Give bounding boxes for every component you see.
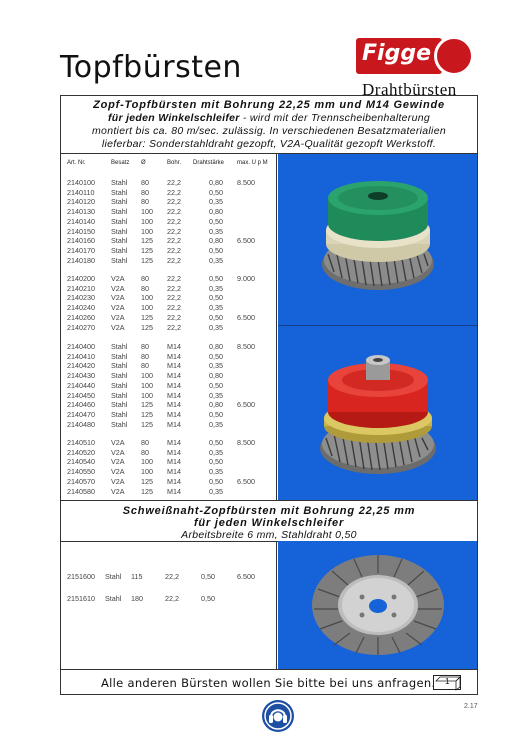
cell-drahtstaerke: 0,50	[209, 438, 223, 447]
cell-drahtstaerke: 0,35	[209, 283, 223, 293]
cell-drahtstaerke: 0,35	[209, 419, 223, 429]
cell-diameter: 125	[141, 419, 153, 429]
cell-diameter: 115	[131, 572, 143, 581]
section2-subtitle: für jeden Winkelschleifer	[193, 517, 345, 529]
cell-drahtstaerke: 0,50	[201, 572, 215, 581]
cell-art-nr: 2140160	[67, 236, 95, 246]
weld-brush-table	[61, 542, 277, 669]
col-diam: Ø	[141, 160, 146, 166]
table-row	[61, 391, 277, 401]
cell-besatz: Stahl	[111, 187, 128, 197]
cell-besatz: V2A	[111, 303, 125, 313]
cell-bohrung: M14	[167, 457, 181, 467]
table-row	[61, 313, 277, 323]
cell-drahtstaerke: 0,35	[209, 322, 223, 332]
section2-header	[61, 500, 477, 542]
cell-besatz: V2A	[111, 467, 125, 477]
cell-diameter: 100	[141, 216, 153, 226]
cell-art-nr: 2140550	[67, 467, 95, 477]
cell-bohrung: M14	[167, 409, 181, 419]
cell-besatz: Stahl	[105, 572, 122, 581]
ear-protection-icon	[262, 700, 294, 732]
cell-drahtstaerke: 0,50	[209, 216, 223, 226]
cell-besatz: V2A	[111, 457, 125, 467]
cell-art-nr: 2140400	[67, 342, 95, 351]
cell-art-nr: 2140520	[67, 447, 95, 457]
cell-bohrung: 22,2	[167, 255, 181, 265]
cell-max-upm: 6.500	[237, 572, 255, 581]
table-row	[61, 293, 277, 303]
cell-art-nr: 2140480	[67, 419, 95, 429]
table-row	[61, 227, 277, 237]
cell-bohrung: 22,2	[167, 322, 181, 332]
cell-diameter: 80	[141, 197, 149, 207]
cell-drahtstaerke: 0,50	[209, 409, 223, 419]
cell-bohrung: 22,2	[167, 178, 181, 187]
cell-drahtstaerke: 0,50	[209, 380, 223, 390]
cell-diameter: 80	[141, 342, 149, 351]
table-row	[61, 352, 277, 362]
cell-diameter: 100	[141, 467, 153, 477]
cell-diameter: 125	[141, 255, 153, 265]
photo-wheel-brush	[278, 541, 477, 669]
cell-diameter: 100	[141, 207, 153, 217]
table-row	[61, 342, 277, 352]
cell-drahtstaerke: 0,80	[209, 400, 223, 410]
col-art: Art. Nr.	[67, 160, 86, 166]
cell-bohrung: 22,2	[167, 207, 181, 217]
cell-drahtstaerke: 0,80	[209, 178, 223, 187]
cell-bohrung: M14	[167, 351, 181, 361]
col-besatz: Besatz	[111, 160, 130, 166]
cell-drahtstaerke: 0,50	[201, 594, 215, 603]
cell-besatz: V2A	[111, 274, 125, 283]
cell-art-nr: 2151600	[67, 572, 95, 581]
cell-diameter: 80	[141, 283, 149, 293]
cell-bohrung: 22,2	[167, 274, 181, 283]
cell-drahtstaerke: 0,35	[209, 197, 223, 207]
table-row	[61, 246, 277, 256]
table-row	[61, 448, 277, 458]
cell-diameter: 100	[141, 380, 153, 390]
cell-besatz: V2A	[111, 293, 125, 303]
cell-drahtstaerke: 0,80	[209, 207, 223, 217]
cell-diameter: 100	[141, 303, 153, 313]
cell-bohrung: 22,2	[167, 226, 181, 236]
figge-logo	[356, 36, 476, 76]
cell-art-nr: 2140580	[67, 486, 95, 496]
cell-besatz: V2A	[111, 312, 125, 322]
table-row	[61, 303, 277, 313]
package-box-icon	[433, 675, 461, 690]
cell-bohrung: M14	[167, 476, 181, 486]
cell-bohrung: 22,2	[167, 293, 181, 303]
cell-besatz: V2A	[111, 438, 125, 447]
cell-drahtstaerke: 0,50	[209, 245, 223, 255]
cell-bohrung: 22,2	[167, 245, 181, 255]
cell-art-nr: 2140470	[67, 409, 95, 419]
table-row	[61, 594, 277, 604]
table-row	[61, 207, 277, 217]
cell-max-upm: 6.500	[237, 476, 255, 486]
table-row	[61, 323, 277, 333]
cell-art-nr: 2140270	[67, 322, 95, 332]
cell-max-upm: 6.500	[237, 400, 255, 410]
table-row	[61, 284, 277, 294]
cell-besatz: V2A	[111, 486, 125, 496]
cell-besatz: Stahl	[111, 236, 128, 246]
cell-bohrung: M14	[167, 342, 181, 351]
cell-drahtstaerke: 0,50	[209, 293, 223, 303]
cell-besatz: Stahl	[111, 207, 128, 217]
cell-diameter: 180	[131, 594, 143, 603]
table-row	[61, 371, 277, 381]
cell-besatz: Stahl	[111, 380, 128, 390]
cell-art-nr: 2140540	[67, 457, 95, 467]
cell-art-nr: 2140230	[67, 293, 95, 303]
package-quantity: 1	[445, 677, 450, 686]
cell-diameter: 125	[141, 486, 153, 496]
cell-drahtstaerke: 0,35	[209, 303, 223, 313]
table-row	[61, 217, 277, 227]
cell-diameter: 125	[141, 400, 153, 410]
cell-art-nr: 2140430	[67, 371, 95, 381]
section1-line3: montiert bis ca. 80 m/sec. zulässig. In verschiedenen Besatzmaterialien	[92, 125, 446, 137]
cell-bohrung: 22,2	[167, 236, 181, 246]
cell-besatz: Stahl	[111, 216, 128, 226]
cell-besatz: Stahl	[111, 419, 128, 429]
cell-diameter: 125	[141, 245, 153, 255]
cell-diameter: 80	[141, 178, 149, 187]
section1-line2: für jeden Winkelschleifer - wird mit der Trennscheibenhalterung	[107, 112, 431, 124]
section1-header	[61, 96, 477, 154]
cell-art-nr: 2140150	[67, 226, 95, 236]
cell-bohrung: M14	[167, 447, 181, 457]
product-frame	[60, 95, 478, 695]
cell-besatz: Stahl	[111, 226, 128, 236]
cell-art-nr: 2140130	[67, 207, 95, 217]
cell-drahtstaerke: 0,50	[209, 476, 223, 486]
cell-drahtstaerke: 0,35	[209, 486, 223, 496]
cell-diameter: 100	[141, 457, 153, 467]
col-draht: Drahtstärke	[193, 160, 225, 166]
table-row	[61, 188, 277, 198]
cell-max-upm: 8.500	[237, 178, 255, 187]
table-row	[61, 197, 277, 207]
cell-art-nr: 2140100	[67, 178, 95, 187]
cell-art-nr: 2140120	[67, 197, 95, 207]
table-row	[61, 572, 277, 582]
cell-drahtstaerke: 0,80	[209, 342, 223, 351]
table-row	[61, 477, 277, 487]
cell-besatz: V2A	[111, 447, 125, 457]
cell-diameter: 80	[141, 274, 149, 283]
cell-bohrung: M14	[167, 390, 181, 400]
cell-max-upm: 8.500	[237, 438, 255, 447]
cell-besatz: V2A	[111, 322, 125, 332]
table-row	[61, 400, 277, 410]
table-row	[61, 274, 277, 284]
table-row	[61, 420, 277, 430]
col-upm: max. U p M	[237, 160, 268, 166]
cell-bohrung: M14	[167, 380, 181, 390]
cell-drahtstaerke: 0,50	[209, 187, 223, 197]
brand-name: Figge	[362, 41, 431, 66]
cell-besatz: Stahl	[111, 178, 128, 187]
cell-art-nr: 2140180	[67, 255, 95, 265]
cell-bohrung: M14	[167, 400, 181, 410]
footer-text: Alle anderen Bürsten wollen Sie bitte bei uns anfragen.	[101, 676, 436, 690]
table-row	[61, 361, 277, 371]
cell-bohrung: 22,2	[165, 594, 179, 603]
cell-art-nr: 2140460	[67, 400, 95, 410]
section1-line4: lieferbar: Sonderstahldraht gezopft, V2A-Qualität gezopft Werkstoff.	[101, 138, 437, 150]
footer-bar	[61, 669, 477, 695]
cell-art-nr: 2140570	[67, 476, 95, 486]
cell-besatz: V2A	[111, 283, 125, 293]
table-row	[61, 410, 277, 420]
cell-drahtstaerke: 0,35	[209, 447, 223, 457]
cell-besatz: Stahl	[111, 255, 128, 265]
subbrand: Drahtbürsten	[362, 80, 457, 99]
cell-max-upm: 6.500	[237, 312, 255, 322]
cell-drahtstaerke: 0,35	[209, 226, 223, 236]
cell-drahtstaerke: 0,35	[209, 390, 223, 400]
cell-bohrung: M14	[167, 438, 181, 447]
cell-art-nr: 2140440	[67, 380, 95, 390]
cell-diameter: 80	[141, 187, 149, 197]
section2-title: Schweißnaht-Zopfbürsten mit Bohrung 22,25 mm	[122, 505, 416, 517]
cell-art-nr: 2140510	[67, 438, 95, 447]
cell-drahtstaerke: 0,50	[209, 351, 223, 361]
table-row	[61, 236, 277, 246]
cell-art-nr: 2140260	[67, 312, 95, 322]
cell-besatz: Stahl	[111, 361, 128, 371]
cell-bohrung: M14	[167, 371, 181, 381]
cell-art-nr: 2140200	[67, 274, 95, 283]
cell-diameter: 125	[141, 322, 153, 332]
cell-diameter: 100	[141, 293, 153, 303]
cell-besatz: Stahl	[105, 594, 122, 603]
cell-besatz: Stahl	[111, 245, 128, 255]
photo-red-cup-brush	[278, 326, 477, 500]
cell-bohrung: M14	[167, 467, 181, 477]
cell-art-nr: 2140420	[67, 361, 95, 371]
cell-drahtstaerke: 0,80	[209, 236, 223, 246]
cell-bohrung: 22,2	[167, 197, 181, 207]
cell-besatz: Stahl	[111, 351, 128, 361]
cell-bohrung: 22,2	[167, 283, 181, 293]
col-bohr: Bohr.	[167, 160, 182, 166]
cell-bohrung: 22,2	[167, 187, 181, 197]
cell-diameter: 80	[141, 447, 149, 457]
cell-art-nr: 2140140	[67, 216, 95, 226]
table-row	[61, 487, 277, 497]
cell-art-nr: 2140110	[67, 187, 95, 197]
cell-diameter: 125	[141, 236, 153, 246]
cell-diameter: 125	[141, 409, 153, 419]
photo-green-cup-brush	[278, 154, 477, 326]
table-row	[61, 467, 277, 477]
cell-art-nr: 2140240	[67, 303, 95, 313]
cell-art-nr: 2140410	[67, 351, 95, 361]
table-row	[61, 256, 277, 266]
cell-art-nr: 2140170	[67, 245, 95, 255]
product-table	[61, 154, 277, 500]
table-row	[61, 438, 277, 448]
cell-diameter: 125	[141, 312, 153, 322]
page-title: Topfbürsten	[60, 50, 242, 85]
cell-max-upm: 8.500	[237, 342, 255, 351]
cell-drahtstaerke: 0,80	[209, 371, 223, 381]
cell-bohrung: M14	[167, 486, 181, 496]
cell-max-upm: 9.000	[237, 274, 255, 283]
cell-art-nr: 2140210	[67, 283, 95, 293]
cell-drahtstaerke: 0,50	[209, 274, 223, 283]
cell-max-upm: 6.500	[237, 236, 255, 246]
cell-diameter: 80	[141, 438, 149, 447]
cell-bohrung: 22,2	[167, 303, 181, 313]
cell-bohrung: M14	[167, 419, 181, 429]
cell-besatz: Stahl	[111, 409, 128, 419]
cell-drahtstaerke: 0,50	[209, 457, 223, 467]
section1-title: Zopf-Topfbürsten mit Bohrung 22,25 mm und M14 Gewinde	[93, 99, 445, 111]
table-row	[61, 178, 277, 188]
cell-bohrung: 22,2	[167, 216, 181, 226]
table-row	[61, 381, 277, 391]
cell-diameter: 100	[141, 390, 153, 400]
cell-drahtstaerke: 0,35	[209, 255, 223, 265]
cell-art-nr: 2151610	[67, 594, 95, 603]
cell-besatz: Stahl	[111, 400, 128, 410]
cell-drahtstaerke: 0,50	[209, 312, 223, 322]
cell-drahtstaerke: 0,35	[209, 467, 223, 477]
page-number: 2.17	[464, 703, 478, 710]
section2-line3: Arbeitsbreite 6 mm, Stahldraht 0,50	[181, 529, 357, 541]
cell-art-nr: 2140450	[67, 390, 95, 400]
cell-bohrung: M14	[167, 361, 181, 371]
cell-besatz: Stahl	[111, 390, 128, 400]
cell-besatz: Stahl	[111, 342, 128, 351]
cell-diameter: 80	[141, 351, 149, 361]
table-row	[61, 457, 277, 467]
cell-bohrung: 22,2	[165, 572, 179, 581]
cell-bohrung: 22,2	[167, 312, 181, 322]
cell-diameter: 100	[141, 226, 153, 236]
cell-diameter: 80	[141, 361, 149, 371]
cell-besatz: Stahl	[111, 371, 128, 381]
cell-diameter: 125	[141, 476, 153, 486]
cell-drahtstaerke: 0,35	[209, 361, 223, 371]
cell-besatz: V2A	[111, 476, 125, 486]
cell-diameter: 100	[141, 371, 153, 381]
cell-besatz: Stahl	[111, 197, 128, 207]
